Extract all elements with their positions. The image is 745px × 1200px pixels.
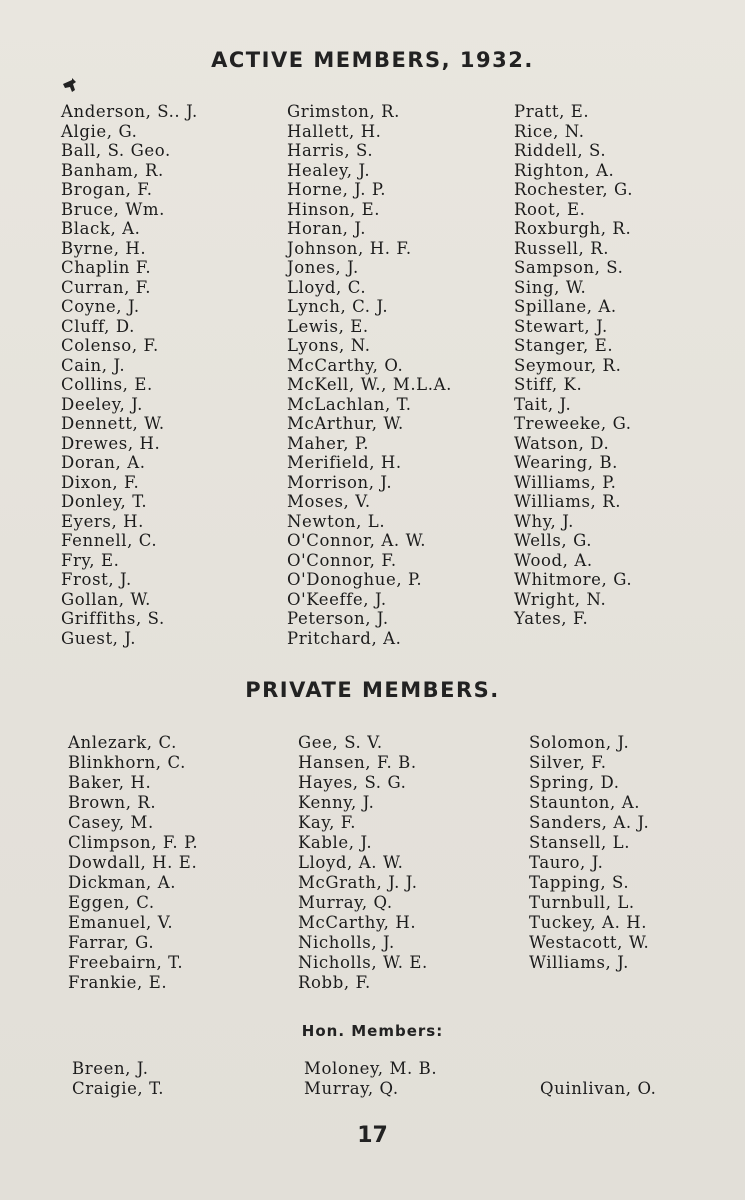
member-name: Colenso, F. — [61, 336, 159, 355]
member-name: Murray, Q. — [298, 893, 393, 912]
member-name: Breen, J. — [72, 1059, 149, 1078]
member-name: McCarthy, O. — [287, 355, 404, 375]
member-name: Lloyd, A. W. — [298, 853, 404, 872]
member-name: Hallett, H. — [287, 121, 382, 141]
member-name: Dixon, F. — [61, 472, 140, 492]
member-name: Westacott, W. — [529, 933, 650, 952]
member-name: Spillane, A. — [514, 297, 617, 316]
member-name: Eggen, C. — [68, 893, 155, 912]
member-name: Peterson, J. — [287, 609, 389, 628]
member-name: Deeley, J. — [61, 394, 143, 414]
member-name: Silver, F. — [529, 753, 607, 772]
member-name: Why, J. — [514, 511, 574, 531]
member-name: Pritchard, A. — [287, 628, 402, 648]
member-name: Freebairn, T. — [68, 953, 184, 972]
member-name: Tait, J. — [514, 394, 572, 414]
member-name: Tuckey, A. H. — [529, 913, 648, 932]
member-name: Stansell, L. — [529, 833, 631, 852]
member-name: Tauro, J. — [529, 853, 604, 872]
active-members-heading: ACTIVE MEMBERS, 1932. — [211, 48, 534, 72]
member-name: Seymour, R. — [514, 355, 622, 375]
member-name: Anderson, S.. J. — [61, 102, 198, 121]
member-name: Collins, E. — [61, 375, 153, 394]
member-name: Fennell, C. — [61, 531, 158, 550]
member-name: Grimston, R. — [287, 102, 401, 121]
member-name: Farrar, G. — [68, 933, 155, 952]
member-name: Doran, A. — [61, 453, 146, 472]
member-name: Bruce, Wm. — [61, 199, 165, 219]
member-name: Lyons, N. — [287, 336, 371, 355]
member-name: Sanders, A. J. — [529, 813, 650, 832]
hon-members-column-1 — [72, 1059, 164, 1099]
member-name: Solomon, J. — [529, 733, 630, 752]
member-name: Stanger, E. — [514, 336, 614, 355]
member-name: Wright, N. — [514, 589, 607, 609]
member-name: Roxburgh, R. — [514, 219, 632, 238]
member-name: Root, E. — [514, 199, 586, 219]
member-name: Brown, R. — [68, 793, 157, 812]
hon-members-column-2 — [304, 1059, 437, 1099]
member-name: Algie, G. — [61, 121, 138, 141]
member-name: Whitmore, G. — [514, 570, 633, 589]
hon-members-heading: Hon. Members: — [301, 1022, 444, 1040]
private-members-heading: PRIVATE MEMBERS. — [245, 678, 500, 702]
member-name: Climpson, F. P. — [68, 833, 199, 852]
member-name: Gee, S. V. — [298, 733, 383, 752]
member-name: Banham, R. — [61, 160, 164, 180]
private-members-column-1 — [68, 733, 198, 993]
member-name: Anlezark, C. — [68, 733, 177, 752]
member-name: Craigie, T. — [72, 1079, 165, 1098]
member-name: Kay, F. — [298, 813, 357, 832]
member-name: Frost, J. — [61, 570, 132, 589]
member-name: Righton, A. — [514, 160, 615, 180]
member-name: Spring, D. — [529, 773, 620, 792]
member-name: Rochester, G. — [514, 180, 634, 199]
member-name: Treweeke, G. — [514, 414, 632, 433]
member-name: Healey, J. — [287, 160, 371, 180]
member-name: O'Keeffe, J. — [287, 589, 387, 609]
member-name: Morrison, J. — [287, 472, 393, 492]
member-name: Johnson, H. F. — [287, 238, 412, 258]
member-name: Brogan, F. — [61, 180, 153, 199]
member-name: Coyne, J. — [61, 297, 140, 316]
member-name: Curran, F. — [61, 277, 152, 297]
member-name: Dennett, W. — [61, 414, 165, 433]
member-name: Drewes, H. — [61, 433, 161, 453]
member-name: Moloney, M. B. — [304, 1059, 438, 1078]
member-name: Murray, Q. — [304, 1079, 399, 1098]
active-members-column-2 — [287, 102, 452, 648]
member-name: Watson, D. — [514, 433, 610, 453]
member-name: Sing, W. — [514, 277, 587, 297]
member-name: McKell, W., M.L.A. — [287, 375, 452, 394]
member-name: Staunton, A. — [529, 793, 641, 812]
member-name: O'Donoghue, P. — [287, 570, 423, 589]
active-members-column-3 — [514, 102, 633, 629]
member-name: Quinlivan, O. — [540, 1079, 657, 1098]
member-name: Stewart, J. — [514, 316, 608, 336]
member-name: Lynch, C. J. — [287, 297, 389, 316]
member-name: McLachlan, T. — [287, 394, 412, 414]
member-name: Chaplin F. — [61, 258, 152, 277]
member-name: Rice, N. — [514, 121, 585, 141]
member-name: Turnbull, L. — [529, 893, 635, 912]
member-name: Wood, A. — [514, 550, 593, 570]
pointing-hand-mark-icon — [60, 76, 82, 98]
member-name: Russell, R. — [514, 238, 610, 258]
member-name: Horne, J. P. — [287, 180, 387, 199]
member-name: Dowdall, H. E. — [68, 853, 198, 872]
hon-members-column-3 — [540, 1079, 657, 1099]
member-name: Pratt, E. — [514, 102, 590, 121]
active-members-column-1 — [61, 102, 198, 648]
member-name: Emanuel, V. — [68, 913, 174, 932]
member-name: Guest, J. — [61, 628, 137, 648]
member-name: Kenny, J. — [298, 793, 375, 812]
member-name: McCarthy, H. — [298, 913, 417, 932]
member-name: Nicholls, W. E. — [298, 953, 428, 972]
member-name: Harris, S. — [287, 141, 374, 160]
member-name: Williams, R. — [514, 492, 622, 511]
member-name: Griffiths, S. — [61, 609, 165, 628]
member-name: Eyers, H. — [61, 511, 145, 531]
member-name: Kable, J. — [298, 833, 373, 852]
member-name: Lloyd, C. — [287, 277, 367, 297]
member-name: Hinson, E. — [287, 199, 381, 219]
private-members-column-3 — [529, 733, 649, 973]
member-name: Black, A. — [61, 219, 141, 238]
member-name: Yates, F. — [514, 609, 589, 628]
member-name: Frankie, E. — [68, 973, 168, 992]
member-name: Lewis, E. — [287, 316, 369, 336]
member-name: Donley, T. — [61, 492, 148, 511]
member-name: Blinkhorn, C. — [68, 753, 186, 772]
member-name: Wells, G. — [514, 531, 593, 550]
member-name: Wearing, B. — [514, 453, 619, 472]
private-members-column-2 — [298, 733, 428, 993]
member-name: Robb, F. — [298, 973, 371, 992]
member-name: Williams, P. — [514, 472, 617, 492]
member-name: Nicholls, J. — [298, 933, 395, 952]
member-name: Casey, M. — [68, 813, 154, 832]
member-name: Baker, H. — [68, 773, 152, 792]
member-name: O'Connor, F. — [287, 550, 397, 570]
member-name: Moses, V. — [287, 492, 371, 511]
member-name: Sampson, S. — [514, 258, 624, 277]
page-number: 17 — [357, 1123, 388, 1148]
member-name: Merifield, H. — [287, 453, 402, 472]
member-name: Stiff, K. — [514, 375, 583, 394]
member-name: Dickman, A. — [68, 873, 177, 892]
member-name: Tapping, S. — [529, 873, 630, 892]
member-name: Horan, J. — [287, 219, 367, 238]
member-name: Newton, L. — [287, 511, 386, 531]
member-name: Hansen, F. B. — [298, 753, 417, 772]
member-name: Byrne, H. — [61, 238, 147, 258]
member-name: Jones, J. — [287, 258, 359, 277]
member-name: Cain, J. — [61, 355, 126, 375]
member-name: Cluff, D. — [61, 316, 135, 336]
member-name: Gollan, W. — [61, 589, 151, 609]
member-name: Williams, J. — [529, 953, 629, 972]
member-name: Maher, P. — [287, 433, 370, 453]
member-name: Riddell, S. — [514, 141, 607, 160]
member-name: McArthur, W. — [287, 414, 404, 433]
member-name: O'Connor, A. W. — [287, 531, 427, 550]
member-name: McGrath, J. J. — [298, 873, 418, 892]
member-name: Hayes, S. G. — [298, 773, 407, 792]
member-name: Ball, S. Geo. — [61, 141, 171, 160]
member-name: Fry, E. — [61, 550, 120, 570]
